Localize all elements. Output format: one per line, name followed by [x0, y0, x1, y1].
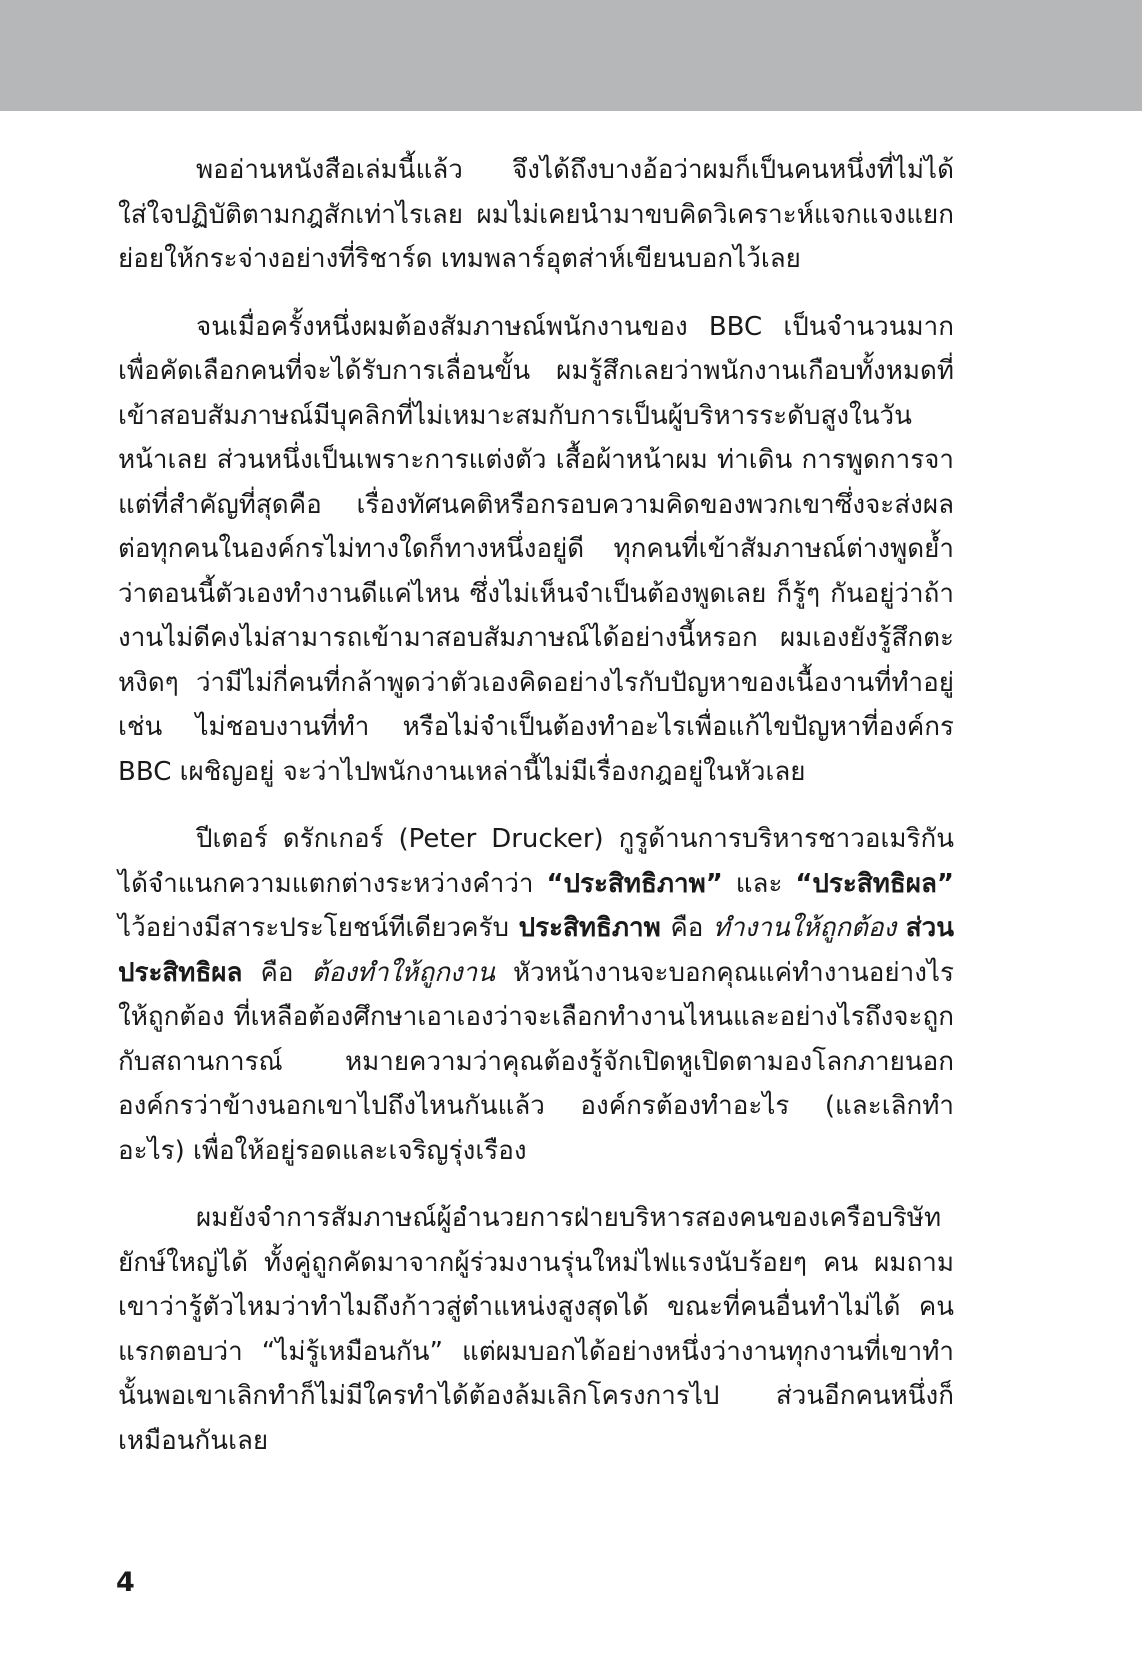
- paragraph: [118, 148, 954, 282]
- text-run: หัวหน้างานจะบอกคุณแค่ทำงานอย่างไรให้ถูกต้อง ที่เหลือต้องศึกษาเอาเองว่าจะเลือกทำงานไหนและอย่างไรถึงจะถูกกับสถานการณ์ หมายความว่าคุณต้องรู้จักเปิดหูเปิดตามองโลกภายนอกองค์กรว่าข้างนอกเขาไปถึงไหนกันแล้ว องค์กรต้องทำอะไร (และเลิกทำอะไร) เพื่อให้อยู่รอดและเจริญรุ่งเรือง: [118, 957, 954, 1166]
- bold-text: ส่วนประสิทธิผล: [118, 913, 955, 988]
- text-run: ไว้อย่างมีสาระประโยชน์ทีเดียวครับ: [118, 913, 519, 943]
- italic-text: ต้องทำให้ถูกงาน: [311, 957, 495, 988]
- italic-text: ทำงานให้ถูกต้อง: [712, 913, 897, 943]
- page-number: 4: [116, 1567, 135, 1598]
- text-run: จนเมื่อครั้งหนึ่งผมต้องสัมภาษณ์พนักงานของ BBC เป็นจำนวนมากเพื่อคัดเลือกคนที่จะได้รับการเลื่อนขั้น ผมรู้สึกเลยว่าพนักงานเกือบทั้งหมดที่เข้าสอบสัมภาษณ์มีบุคลิกที่ไม่เหมาะสมกับการเป็นผู้บริหารระดับสูงในวันหน้าเลย ส่วนหนึ่งเป็นเพราะการแต่งตัว เสื้อผ้าหน้าผม ท่าเดิน การพูดการจา แต่ที่สำคัญที่สุดคือ เรื่องทัศนคติหรือกรอบความคิดของพวกเขาซึ่งจะส่งผลต่อทุกคนในองค์กรไม่ทางใดก็ทางหนึ่งอยู่ดี ทุกคนที่เข้าสัมภาษณ์ต่างพูดย้ำว่าตอนนี้ตัวเองทำงานดีแค่ไหน ซึ่งไม่เห็นจำเป็นต้องพูดเลย ก็รู้ๆ กันอยู่ว่าถ้างานไม่ดีคงไม่สามารถเข้ามาสอบสัมภาษณ์ได้อย่างนี้หรอก ผมเองยังรู้สึกตะหงิดๆ ว่ามีไม่กี่คนที่กล้าพูดว่าตัวเองคิดอย่างไรกับปัญหาของเนื้องานที่ทำอยู่ เช่น ไม่ชอบงานที่ทำ หรือไม่จำเป็นต้องทำอะไรเพื่อแก้ไขปัญหาที่องค์กร BBC เผชิญอยู่ จะว่าไปพนักงานเหล่านี้ไม่มีเรื่องกฎอยู่ในหัวเลย: [118, 311, 954, 787]
- text-run: คือ: [242, 957, 312, 988]
- text-run: และ: [722, 868, 796, 899]
- header-band: [0, 0, 1142, 111]
- paragraph: [118, 1196, 954, 1463]
- paragraph: [118, 817, 954, 1173]
- bold-text: “ประสิทธิผล”: [795, 868, 954, 899]
- text-run: คือ: [660, 913, 713, 943]
- paragraph: [118, 305, 954, 795]
- text-run: พออ่านหนังสือเล่มนี้แล้ว จึงได้ถึงบางอ้อว่าผมก็เป็นคนหนึ่งที่ไม่ได้ใส่ใจปฏิบัติตามกฎสักเท่าไรเลย ผมไม่เคยนำมาขบคิดวิเคราะห์แจกแจงแยกย่อยให้กระจ่างอย่างที่ริชาร์ด เทมพลาร์อุตส่าห์เขียนบอกไว้เลย: [118, 155, 954, 274]
- bold-text: ประสิทธิภาพ: [518, 913, 661, 943]
- text-run: ปีเตอร์ ดรักเกอร์ (Peter Drucker) กูรูด้านการบริหารชาวอเมริกัน ได้จำแนกความแตกต่างระหว่างคำว่า: [118, 824, 954, 899]
- text-run: [896, 913, 906, 943]
- text-run: ผมยังจำการสัมภาษณ์ผู้อำนวยการฝ่ายบริหารสองคนของเครือบริษัทยักษ์ใหญ่ได้ ทั้งคู่ถูกคัดมาจากผู้ร่วมงานรุ่นใหม่ไฟแรงนับร้อยๆ คน ผมถามเขาว่ารู้ตัวไหมว่าทำไมถึงก้าวสู่ตำแหน่งสูงสุดได้ ขณะที่คนอื่นทำไม่ได้ คนแรกตอบว่า “ไม่รู้เหมือนกัน” แต่ผมบอกได้อย่างหนึ่งว่างานทุกงานที่เขาทำนั้นพอเขาเลิกทำก็ไม่มีใครทำได้ต้องล้มเลิกโครงการไป ส่วนอีกคนหนึ่งก็เหมือนกันเลย: [118, 1203, 954, 1456]
- page-body: [118, 148, 954, 1486]
- bold-text: “ประสิทธิภาพ”: [546, 868, 723, 899]
